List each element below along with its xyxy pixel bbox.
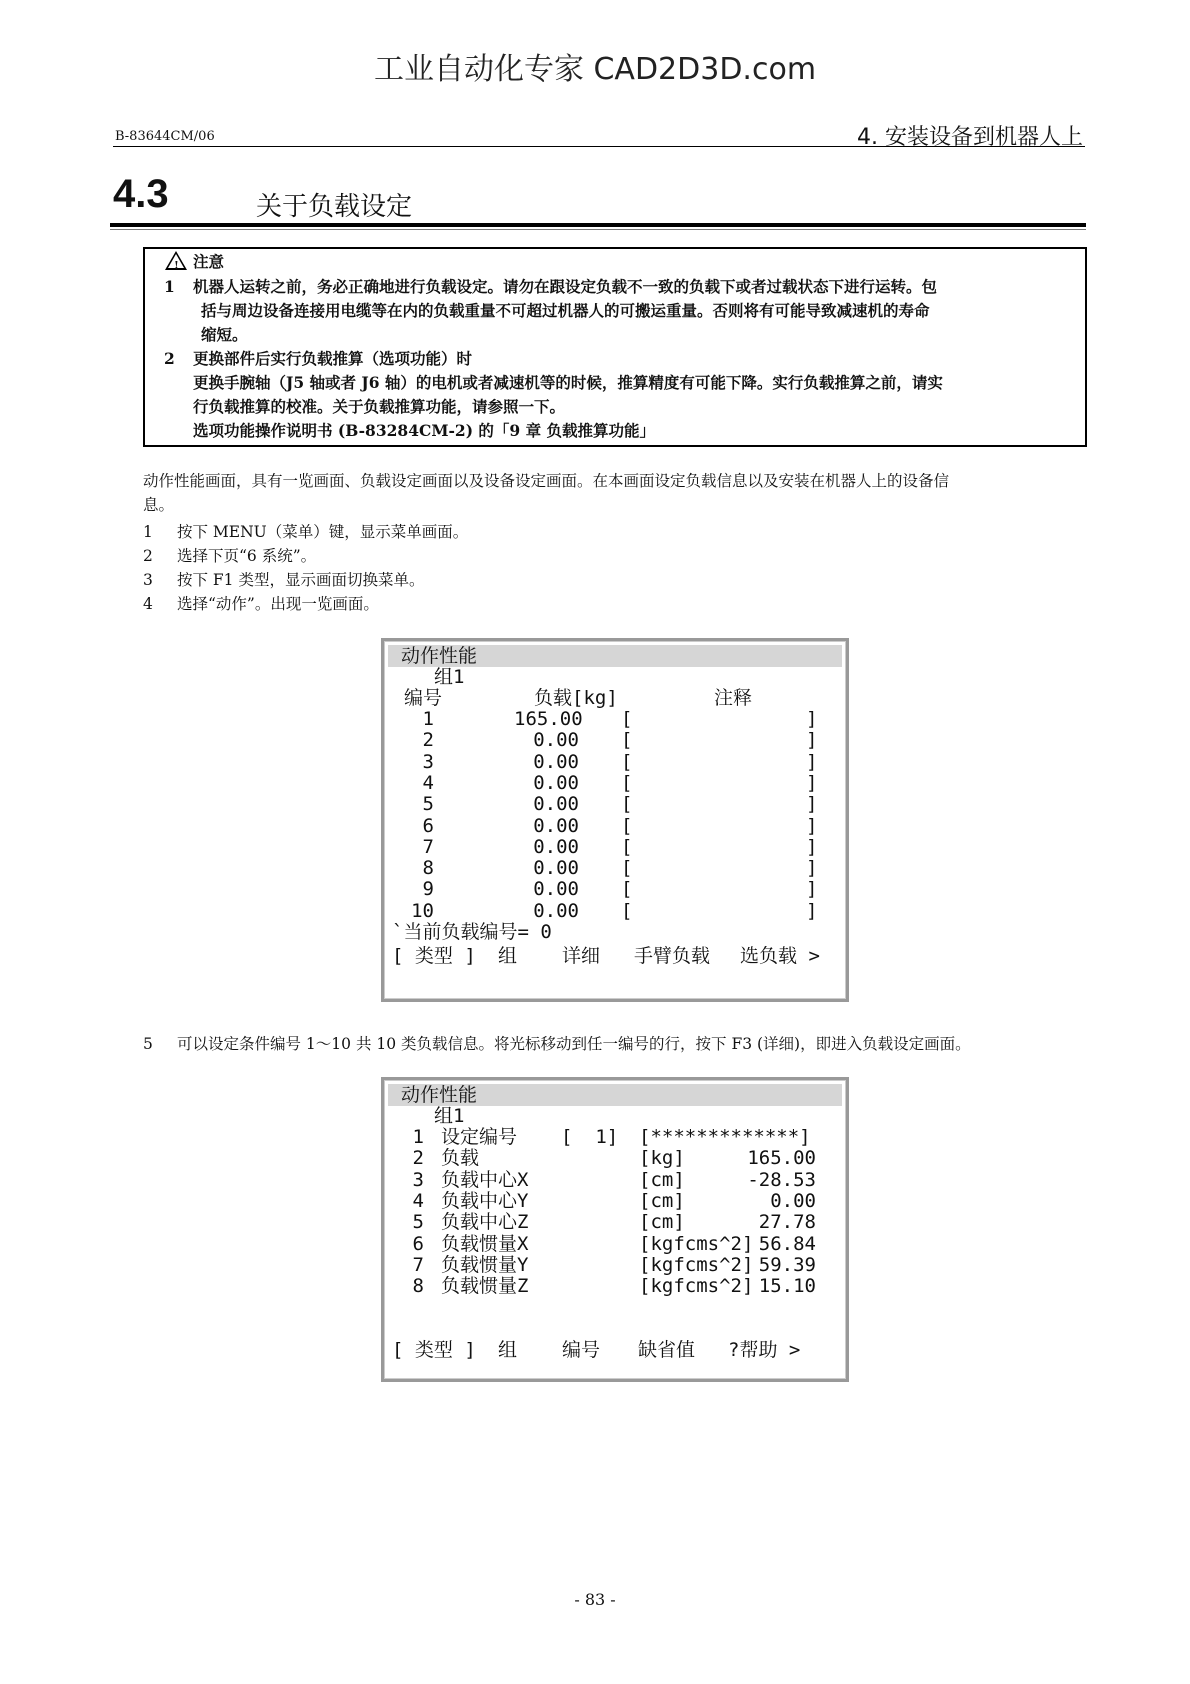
row-load: 0.00: [533, 857, 579, 880]
comment-open-bracket: [: [621, 835, 633, 858]
caution-item2-line1: 更换部件后实行负载推算（选项功能）时: [193, 349, 473, 368]
current-load-number: `当前负载编号= 0: [392, 921, 552, 943]
comment-close-bracket: ]: [806, 708, 818, 730]
row-unit: [cm]: [639, 1168, 685, 1191]
comment-open-bracket: [: [621, 793, 633, 816]
step-num: 5: [143, 1035, 153, 1053]
step-text: 按下 F1 类型，显示画面切换菜单。: [177, 571, 425, 589]
doc-number: B-83644CM/06: [115, 129, 215, 144]
caution-title: [165, 250, 224, 274]
row-number: 5: [412, 1211, 424, 1234]
comment-open-bracket: [: [621, 814, 633, 837]
row-number: 6: [412, 1232, 424, 1255]
group-label: 组1: [434, 666, 465, 688]
row-load: 0.00: [533, 835, 579, 858]
row-value: 56.84: [758, 1232, 816, 1255]
comment-close-bracket: ]: [806, 793, 818, 816]
caution-item2-line2: 更换手腕轴（J5 轴或者 J6 轴）的电机或者减速机等的时候，推算精度有可能下降。实行负载推算之前，请实: [193, 373, 943, 392]
caution-box: [143, 247, 1087, 447]
step-text: 选择“动作”。出现一览画面。: [177, 595, 379, 613]
step-item: [143, 544, 316, 566]
row-label: 负载惯量Y: [441, 1253, 529, 1276]
row-label: 负载惯量X: [441, 1232, 529, 1255]
caution-item1-line1: 机器人运转之前，务必正确地进行负载设定。请勿在跟设定负载不一致的负载下或者过载状态下进行运转。包: [193, 277, 938, 296]
step-num: 4: [143, 595, 153, 613]
fkey-help[interactable]: ?帮助 >: [728, 1339, 801, 1361]
row-value: 15.10: [758, 1275, 816, 1298]
watermark-text: 工业自动化专家 CAD2D3D.com: [373, 52, 817, 87]
row-number: 1: [412, 1126, 424, 1148]
row-load: 0.00: [533, 729, 579, 752]
row-load: 0.00: [533, 878, 579, 901]
step-item: [143, 520, 468, 542]
row-unit: [kgfcms^2]: [639, 1253, 754, 1276]
load-setting-screen: [381, 1077, 849, 1382]
step-text: 选择下页“6 系统”。: [177, 547, 317, 565]
row-number: 7: [422, 835, 434, 858]
comment-close-bracket: ]: [806, 814, 818, 837]
row-number: 4: [412, 1189, 424, 1212]
row-number: 8: [412, 1275, 424, 1298]
row-label: 负载中心Y: [441, 1189, 529, 1212]
comment-open-bracket: [: [621, 857, 633, 880]
row-unit: [*************]: [639, 1126, 811, 1148]
comment-open-bracket: [: [621, 899, 633, 922]
caution-item1-line2: 括与周边设备连接用电缆等在内的负载重量不可超过机器人的可搬运重量。否则将有可能导致减速机的寿命: [201, 301, 930, 320]
row-label: 设定编号: [441, 1126, 518, 1148]
header-rule: [113, 146, 1085, 147]
comment-close-bracket: ]: [806, 835, 818, 858]
row-unit: [cm]: [639, 1189, 685, 1212]
step-item: [143, 1032, 971, 1054]
step-item: [143, 568, 424, 590]
section-number: 4.3: [113, 172, 169, 216]
row-load: 0.00: [533, 793, 579, 816]
row-label: 负载中心Z: [441, 1211, 529, 1234]
row-label: 负载中心X: [441, 1168, 529, 1191]
row-value: 59.39: [758, 1253, 816, 1276]
section-rule: [110, 223, 1086, 227]
step-num: 2: [143, 547, 153, 565]
fkey-type[interactable]: [ 类型 ]: [392, 1339, 476, 1361]
row-mid: [ 1]: [561, 1126, 619, 1148]
row-number: 10: [411, 899, 434, 922]
row-unit: [kg]: [639, 1147, 685, 1170]
step-item: [143, 592, 379, 614]
row-unit: [cm]: [639, 1211, 685, 1234]
step-text: 按下 MENU（菜单）键，显示菜单画面。: [177, 523, 469, 541]
fkey-default[interactable]: 缺省值: [638, 1339, 696, 1361]
row-unit: [kgfcms^2]: [639, 1232, 754, 1255]
row-number: 3: [412, 1168, 424, 1191]
row-load: 165.00: [514, 708, 583, 730]
caution-item2-line4: 选项功能操作说明书 (B-83284CM-2) 的「9 章 负载推算功能」: [193, 421, 655, 440]
group-label: 组1: [434, 1105, 465, 1127]
col-header-no: 编号: [404, 687, 443, 709]
comment-open-bracket: [: [621, 771, 633, 794]
caution-title-text: 注意: [193, 252, 225, 271]
load-list-screen: [381, 638, 849, 1002]
row-value: -28.53: [747, 1168, 816, 1191]
comment-close-bracket: ]: [806, 750, 818, 773]
comment-open-bracket: [: [621, 708, 633, 730]
fkey-arm-load[interactable]: 手臂负载: [634, 945, 711, 967]
row-label: 负载惯量Z: [441, 1275, 529, 1298]
row-load: 0.00: [533, 750, 579, 773]
row-number: 4: [422, 771, 434, 794]
section-rule-thin: [110, 229, 1086, 230]
row-number: 2: [422, 729, 434, 752]
fkey-select-load[interactable]: 选负载 >: [740, 945, 820, 967]
comment-close-bracket: ]: [806, 899, 818, 922]
fkey-detail[interactable]: 详细: [562, 945, 601, 967]
row-number: 6: [422, 814, 434, 837]
step-num: 1: [143, 523, 153, 541]
fkey-type[interactable]: [ 类型 ]: [392, 945, 476, 967]
row-value: 165.00: [747, 1147, 816, 1170]
row-number: 1: [422, 708, 434, 730]
row-load: 0.00: [533, 899, 579, 922]
row-number: 3: [422, 750, 434, 773]
comment-close-bracket: ]: [806, 857, 818, 880]
comment-open-bracket: [: [621, 750, 633, 773]
row-number: 5: [422, 793, 434, 816]
comment-close-bracket: ]: [806, 878, 818, 901]
step-text: 可以设定条件编号 1～10 共 10 类负载信息。将光标移动到任一编号的行，按下 F3 (详细)，即进入负载设定画面。: [177, 1035, 971, 1053]
col-header-comment: 注释: [714, 687, 753, 709]
row-unit: [kgfcms^2]: [639, 1275, 754, 1298]
row-number: 7: [412, 1253, 424, 1276]
caution-item2-num: 2: [164, 349, 175, 368]
step-num: 3: [143, 571, 153, 589]
comment-close-bracket: ]: [806, 729, 818, 752]
comment-open-bracket: [: [621, 878, 633, 901]
warning-icon: !: [165, 251, 187, 270]
row-label: 负载: [441, 1147, 480, 1170]
comment-close-bracket: ]: [806, 771, 818, 794]
caution-item1-line3: 缩短。: [201, 325, 248, 344]
intro-line2: 息。: [143, 496, 175, 514]
comment-open-bracket: [: [621, 729, 633, 752]
intro-line1: 动作性能画面，具有一览画面、负载设定画面以及设备设定画面。在本画面设定负载信息以及安装在机器人上的设备信: [143, 472, 950, 490]
page-number: - 83 -: [574, 1590, 616, 1609]
screen-title: 动作性能: [401, 1084, 478, 1106]
row-load: 0.00: [533, 814, 579, 837]
row-load: 0.00: [533, 771, 579, 794]
section-title: 关于负载设定: [256, 192, 413, 222]
screen-title: 动作性能: [401, 645, 478, 667]
row-number: 8: [422, 857, 434, 880]
caution-item2-line3: 行负载推算的校准。关于负载推算功能，请参照一下。: [193, 397, 566, 416]
row-value: 0.00: [770, 1189, 816, 1212]
row-value: 27.78: [758, 1211, 816, 1234]
caution-item1-num: 1: [164, 277, 175, 296]
row-number: 9: [422, 878, 434, 901]
fkey-group[interactable]: 组: [498, 945, 518, 967]
col-header-load: 负载[kg]: [534, 687, 618, 709]
row-number: 2: [412, 1147, 424, 1170]
fkey-group[interactable]: 组: [498, 1339, 518, 1361]
chapter-title: 4. 安装设备到机器人上: [857, 125, 1083, 150]
fkey-number[interactable]: 编号: [562, 1339, 601, 1361]
